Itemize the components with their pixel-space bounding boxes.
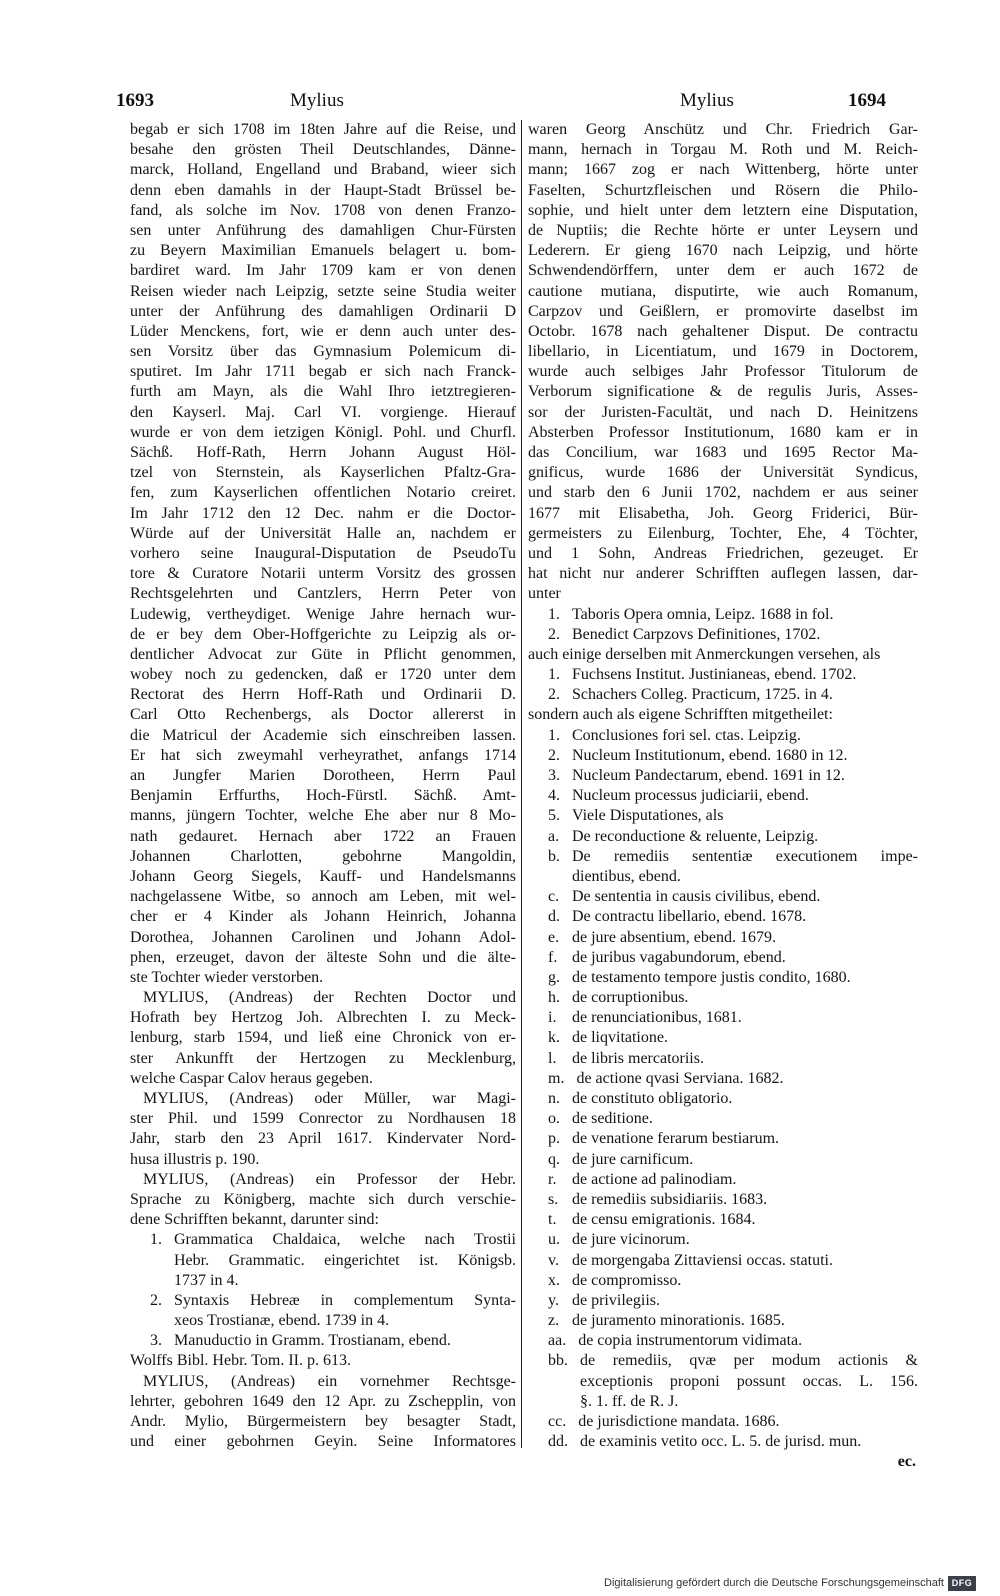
list-item-text [572,907,918,927]
list-item-number: 3. [548,767,560,784]
text-line: und einer gebohrnen Geyin. Seine Informatores [130,1433,516,1451]
text-line: mann; 1667 zog er nach Wittenberg, hörte unter [528,161,918,179]
list-item-number: f. [548,948,558,966]
list-item-number: r. [548,1170,557,1188]
text-line: de testamento tempore justis condito, 1680. [572,968,851,986]
list-item-number: u. [548,1231,560,1249]
list-item-number: t. [548,1211,557,1229]
list-item-number: q. [548,1150,560,1168]
text-line: de renunciationibus, 1681. [572,1009,742,1027]
list-item-text [576,1069,918,1089]
list-item-number: m. [548,1069,565,1087]
text-line: wobey noch zu gedencken, daß er 1720 unter dem [130,666,516,684]
text-line: fen, zum Kayserlichen offentlichen Notario creiret. [130,484,516,502]
text-line: sondern auch als eigene Schrifften mitgetheilet: [528,706,833,724]
list-item [528,988,918,1008]
text-line: de copia instrumentorum vidimata. [578,1332,803,1350]
list-item-text [572,1190,918,1210]
catchword: ec. [897,1453,916,1471]
text-line: De reconductione & reluente, Leipzig. [572,827,819,845]
text-line: germeisters zu Eilenburg, Tochter, Ehe, 4 Töchter, [528,524,918,542]
list-item [528,1251,918,1271]
text-line: de examinis vetito occ. L. 5. de jurisd. mun. [580,1433,862,1451]
list-item-number: 2. [548,746,560,764]
list-item [528,1129,918,1149]
list-item [528,786,918,806]
list-item-text [572,605,918,625]
list-item-number: c. [548,888,560,906]
list-item [528,1089,918,1109]
text-line: Octobr. 1678 nach gehaltener Disput. De contractu [528,322,918,340]
list-item-text [572,1028,918,1048]
text-line: libellario, in Licentiatum, und 1679 in Doctorem, [528,343,918,361]
text-line: und starb den 6 Junii 1702, nachdem er aus seiner [528,484,918,502]
text-line: Wolffs Bibl. Hebr. Tom. II. p. 613. [130,1352,351,1370]
text-line: Nucleum Pandectarum, ebend. 1691 in 12. [572,767,845,784]
list-item [528,847,918,887]
running-head-right: Mylius [680,90,734,111]
lexicon-entry [130,1170,516,1231]
text-line: de remediis, qvæ per modum actionis & [580,1352,918,1370]
text-line: De sententia in causis civilibus, ebend. [572,888,821,906]
text-line: phen, erzeuget, davon der älteste Sohn und die älte- [130,948,516,966]
text-line: de privilegiis. [572,1291,660,1309]
list-item-number: n. [548,1090,560,1107]
text-line: ster Phil. und 1599 Conrector zu Nordhausen 18 [130,1110,516,1128]
text-line: Im Jahr 1712 den 12 Dec. nahm er die Doctor- [130,504,516,522]
text-line: cautione mutiana, disputirte, wie auch Romanum, [528,282,918,300]
text-line: und 1 Sohn, Andreas Friedrichen, gezeuget. Er [528,544,918,562]
funding-note: Digitalisierung gefördert durch die Deutsche Forschungsgemeinschaft [604,1577,944,1589]
lexicon-entry [130,1089,516,1170]
text-line: de compromisso. [572,1271,682,1289]
list-item-number: d. [548,908,560,926]
list-item-text [572,928,918,948]
text-line: de liqvitatione. [572,1029,668,1047]
list-item-text [572,806,918,826]
list-item-text [578,1412,918,1432]
list-item [528,685,918,705]
list-item-number: e. [548,928,560,946]
list-item [528,1230,918,1250]
text-line: sor der Juristen-Facultät, und nach D. Heinitzens [528,403,918,421]
text-line: dientibus, ebend. [572,867,681,885]
text-line: Sächß. Hoff-Rath, Herrn Johann August Höl- [130,444,516,461]
list-item-text [572,1089,918,1109]
text-line: de constituto obligatorio. [572,1090,733,1107]
text-line: Grammatica Chaldaica, welche nach Trostii [174,1231,516,1249]
text-line: lehrter, gebohren 1649 den 12 Apr. zu Zschepplin, von [130,1392,516,1410]
text-line: dene Schrifften bekannt, darunter sind: [130,1211,379,1229]
text-line: Fuchsens Institut. Justinianeas, ebend. 1702. [572,666,857,684]
text-line: Carl Otto Rechenbergs, als Doctor allererst in [130,706,516,724]
text-line: vorhero seine Inaugural-Disputation de PseudoTu [130,544,516,562]
list-item [528,1271,918,1291]
list-item-number: s. [548,1190,559,1208]
text-line: hat nicht nur anderer Schrifften auflegen lassen, dar- [528,565,918,583]
list-item-text [572,1210,918,1230]
text-line: Rectorat des Herrn Hoff-Rath und Ordinarii D. [130,686,516,704]
list-item-text [572,625,918,645]
text-line: Andr. Mylio, Bürgermeistern bey besagter Stadt, [130,1413,516,1430]
text-line: de seditione. [572,1110,653,1128]
list-item-number: b. [548,847,560,865]
text-line: de juramento minorationis. 1685. [572,1312,785,1330]
list-item-text [572,1271,918,1291]
list-item-number: k. [548,1029,560,1047]
list-item-text [572,1049,918,1069]
text-line: husa illustris p. 190. [130,1150,260,1168]
list-item [528,1109,918,1129]
text-line: sen unter Anführung des damahligen Chur-Fürsten [130,221,516,239]
text-line: MYLIUS, (Andreas) ein Professor der Hebr. [143,1170,516,1188]
text-line: manns, jüngern Tochter, welche Ehe aber nur 8 Mo- [130,807,516,825]
list-item-text [578,1331,918,1351]
list-item [528,1190,918,1210]
text-line: de actione ad palinodiam. [572,1170,737,1188]
list-item [528,928,918,948]
list-item [528,1331,918,1351]
text-line: Sprache zu Königberg, machte sich durch verschie- [130,1190,516,1208]
text-line: de actione qvasi Serviana. 1682. [576,1069,784,1087]
list-item [528,907,918,927]
lexicon-entry [130,988,516,1089]
text-line: Hebr. Grammatic. eingerichtet ist. Königsb. [174,1251,516,1269]
text-line: waren Georg Anschütz und Chr. Friedrich Gar- [528,121,918,138]
text-line: mann, hernach in Torgau M. Roth und M. Reich- [528,141,918,159]
text-line: unter [528,585,561,603]
text-line: Benedict Carpzovs Definitiones, 1702. [572,625,821,643]
page-column-number-right: 1694 [848,90,886,111]
text-line: xeos Trostianæ, ebend. 1739 in 4. [174,1312,390,1330]
text-line: sophie, und hielt unter dem letztern eine Disputation, [528,201,918,219]
text-line: wurde auch selbiges Jahr Professor Titulorum de [528,363,918,381]
list-item-number: aa. [548,1332,567,1350]
dfg-logo: DFG [948,1576,976,1591]
text-line: nath gedauret. Hernach aber 1722 an Frauen [130,827,516,845]
list-item [528,1412,918,1432]
text-line: Rechtsgelehrten und Cantzlers, Herrn Peter von [130,585,516,603]
list-item [528,1049,918,1069]
text-line: ster Ankunfft der Hertzogen zu Mecklenburg, [130,1049,516,1067]
list-item-text [572,665,918,685]
text-line: den Kayserl. Maj. Carl VI. vorgienge. Hierauf [130,403,516,421]
paragraph [528,705,918,725]
list-item-number: 1. [150,1231,162,1249]
lexicon-entry [130,1372,516,1453]
text-line: de censu emigrationis. 1684. [572,1211,756,1229]
text-line: bardiret ward. Im Jahr 1709 kam er von denen [130,262,516,280]
text-line: Johann Georg Siegels, Kauff- und Handelsmanns [130,867,516,885]
list-item-number: 1. [548,666,560,684]
list-item-number: i. [548,1009,557,1027]
text-line: dentlicher Advocat zur Güte in Pflicht genommen, [130,645,516,663]
list-item-text [572,746,918,766]
text-line: Hofrath bey Hertzog Joh. Albrechten I. zu Meck- [130,1009,516,1027]
text-line: sputiret. Im Jahr 1711 begab er sich nach Franck- [130,363,516,381]
list-item-text [174,1230,516,1291]
text-line: de corruptionibus. [572,989,689,1007]
list-item [130,1291,516,1331]
text-line: MYLIUS, (Andreas) oder Müller, war Magi- [143,1090,516,1107]
text-line: zu Beyern Maximilian Emanuels belagert u. bom- [130,242,516,260]
list-item-number: x. [548,1271,560,1289]
text-line: welche Caspar Calov heraus gegeben. [130,1069,374,1087]
list-item-text [572,1311,918,1331]
list-item-text [572,766,918,786]
list-item-text [572,1129,918,1149]
text-line: Carpzov und Geißlern, er promovirte daselbst im [528,302,918,320]
text-line: das Concilium, war 1683 und 1695 Rector Ma- [528,444,918,461]
list-item [528,1210,918,1230]
list-item-number: 1. [548,605,560,623]
list-item-text [572,1008,918,1028]
text-line: De contractu libellario, ebend. 1678. [572,908,807,926]
page-column-number-left: 1693 [116,90,154,111]
list-item [528,968,918,988]
list-item-number: 2. [548,625,560,643]
text-line: Manuductio in Gramm. Trostianam, ebend. [174,1332,451,1350]
text-line: Faselten, Schurtzfleischen und Rösern die Philo- [528,181,918,199]
list-item [528,1028,918,1048]
text-line: Dorothea, Johannen Carolinen und Johann Adol- [130,928,516,946]
text-line: Schwendendörffern, unter dem er auch 1672 de [528,262,918,280]
paragraph [528,120,918,605]
list-item-text [572,1109,918,1129]
text-line: Syntaxis Hebreæ in complementum Synta- [174,1291,516,1309]
text-line: de morgengaba Zittaviensi occas. statuti. [572,1251,833,1269]
text-line: de jure vicinorum. [572,1231,690,1249]
text-line: De remediis sententiæ executionem impe- [572,847,918,865]
text-line: Er hat sich zweymahl verheyrathet, anfangs 1714 [130,746,516,764]
list-item [528,1351,918,1412]
list-item [528,605,918,625]
running-head-left: Mylius [290,90,344,111]
text-line: fand, als solche im Nov. 1708 von denen Franzo- [130,201,516,219]
text-line: Conclusiones fori sel. ctas. Leipzig. [572,726,801,744]
list-item-text [572,786,918,806]
list-item-text [580,1432,918,1452]
list-item [528,1150,918,1170]
text-line: nachgelassene Witbe, so annoch am Leben, mit wel- [130,888,516,906]
text-line: begab er sich 1708 im 18ten Jahre auf die Reise, und [130,121,516,138]
list-item-text [572,1150,918,1170]
list-item [528,1170,918,1190]
list-item-number: 4. [548,787,560,805]
list-item-number: a. [548,827,560,845]
list-item [528,1069,918,1089]
text-line: Würde auf der Universität Halle an, nachdem er [130,524,516,542]
list-item-text [572,1230,918,1250]
list-item [528,827,918,847]
text-line: exceptionis proponi possunt occas. L. 156. [580,1372,918,1390]
text-line: Absterben Professor Institutionum, 1680 kam er in [528,423,918,441]
left-column [130,120,516,1452]
text-line: de er bey dem Ober-Hoffgerichte zu Leipzig als or- [130,625,516,643]
text-line: Taboris Opera omnia, Leipz. 1688 in fol. [572,605,834,623]
list-item-text [572,1170,918,1190]
list-item-text [580,1351,918,1412]
text-line: Ludewig, vertheydiget. Wenige Jahre hernach wur- [130,605,516,623]
list-item-text [572,1291,918,1311]
list-item-number: 5. [548,807,560,825]
text-line: tzel von Sternstein, als Kayserlichen Pfaltz-Gra- [130,464,516,482]
text-line: unter der Anführung des damahligen Ordinarii D [130,302,516,320]
list-item [528,806,918,826]
list-item-text [572,968,918,988]
text-line: Lederern. Er gieng 1670 nach Leipzig, und hörte [528,242,918,260]
list-item-number: bb. [548,1352,568,1370]
list-item-number: 2. [548,686,560,704]
paragraph [130,120,516,988]
list-item-number: g. [548,968,560,986]
list-item-text [572,726,918,746]
list-item-number: z. [548,1312,560,1330]
list-item [528,1291,918,1311]
list-item-number: h. [548,989,560,1007]
text-line: de venatione ferarum bestiarum. [572,1130,780,1148]
text-line: 1737 in 4. [174,1271,239,1289]
list-item-number: 1. [548,726,560,744]
list-item-text [572,685,918,705]
text-line: Schachers Colleg. Practicum, 1725. in 4. [572,686,833,704]
list-item-number: dd. [548,1433,568,1451]
text-line: besahe den grösten Theil Deutschlandes, Dänne- [130,141,516,159]
text-line: de Nuptiis; die Rechte hörte er unter Leysern und [528,221,918,239]
text-line: tore & Curatore Notarii unterm Vorsitz des grossen [130,565,516,583]
list-item-number: cc. [548,1413,567,1430]
list-item-number: v. [548,1251,559,1269]
text-line: de remediis subsidiariis. 1683. [572,1190,768,1208]
list-item-text [572,847,918,887]
list-item [130,1230,516,1291]
list-item-text [572,887,918,907]
list-item [528,948,918,968]
list-item-number: l. [548,1049,557,1067]
text-line: de libris mercatoriis. [572,1049,704,1067]
list-item [528,887,918,907]
text-line: lenburg, starb 1594, und ließ eine Chronick von er- [130,1029,516,1047]
column-divider [521,120,522,1448]
list-item-text [174,1331,516,1351]
text-line: §. 1. ff. de R. J. [580,1392,679,1410]
paragraph [130,1351,516,1371]
text-line: marck, Holland, Engelland und Braband, wieer sich [130,161,516,179]
text-line: Nucleum Institutionum, ebend. 1680 in 12. [572,746,848,764]
list-item [528,625,918,645]
text-line: MYLIUS, (Andreas) ein vornehmer Rechtsge- [143,1372,516,1390]
text-line: Reisen wieder nach Leipzig, setzte seine Studia weiter [130,282,516,300]
text-line: de juribus vagabundorum, ebend. [572,948,786,966]
text-line: de jure absentium, ebend. 1679. [572,928,776,946]
text-line: Jahr, starb den 23 April 1617. Kindervater Nord- [130,1130,516,1148]
text-line: cher er 4 Kinder als Johann Heinrich, Johanna [130,908,516,926]
list-item [528,665,918,685]
text-line: MYLIUS, (Andreas) der Rechten Doctor und [143,989,516,1007]
text-line: Nucleum processus judiciarii, ebend. [572,787,809,805]
list-item [528,726,918,746]
list-item [528,1311,918,1331]
list-item-text [572,988,918,1008]
text-line: Johannen Charlotten, gebohrne Mangoldin, [130,847,516,865]
list-item-text [572,948,918,968]
list-item [528,1008,918,1028]
right-column [528,120,918,1473]
list-item [528,746,918,766]
list-item-text [174,1291,516,1331]
list-item-number: 2. [150,1291,162,1309]
list-item [130,1331,516,1351]
list-item-number: 3. [150,1332,162,1350]
text-line: gnificus, wurde 1686 der Universität Syndicus, [528,464,918,482]
list-item-number: o. [548,1110,560,1128]
list-item-number: y. [548,1291,559,1309]
text-line: Benjamin Erffurths, Hoch-Fürstl. Sächß. Amt- [130,787,516,805]
list-item-text [572,827,918,847]
text-line: Viele Disputationes, als [572,807,724,825]
list-item [528,1432,918,1452]
text-line: Lüder Menckens, fort, wie er denn auch unter des- [130,322,516,340]
list-item-text [572,1251,918,1271]
list-item-number: p. [548,1130,560,1148]
text-line: 1677 mit Elisabetha, Joh. Georg Friderici, Bür- [528,504,918,522]
text-line: an Jungfer Marien Dorotheen, Herrn Paul [130,767,516,784]
text-line: furth am Mayn, als die Wahl Ihro ietztregieren- [130,383,516,401]
text-line: de jure carnificum. [572,1150,694,1168]
text-line: denn eben damahls in der Haupt-Stadt Brüssel be- [130,181,516,199]
paragraph [528,645,918,665]
text-line: auch einige derselben mit Anmerckungen versehen, als [528,645,881,663]
list-item [528,766,918,786]
text-line: Verborum significatione & de regulis Juris, Asses- [528,383,918,401]
text-line: ste Tochter wieder verstorben. [130,968,324,986]
text-line: die Matricul der Academie sich einschreiben lassen. [130,726,516,744]
text-line: de jurisdictione mandata. 1686. [578,1413,780,1430]
text-line: wurde er von dem ietzigen Königl. Pohl. und Churfl. [130,423,516,441]
text-line: sen Vorsitz über das Gymnasium Polemicum di- [130,343,516,361]
